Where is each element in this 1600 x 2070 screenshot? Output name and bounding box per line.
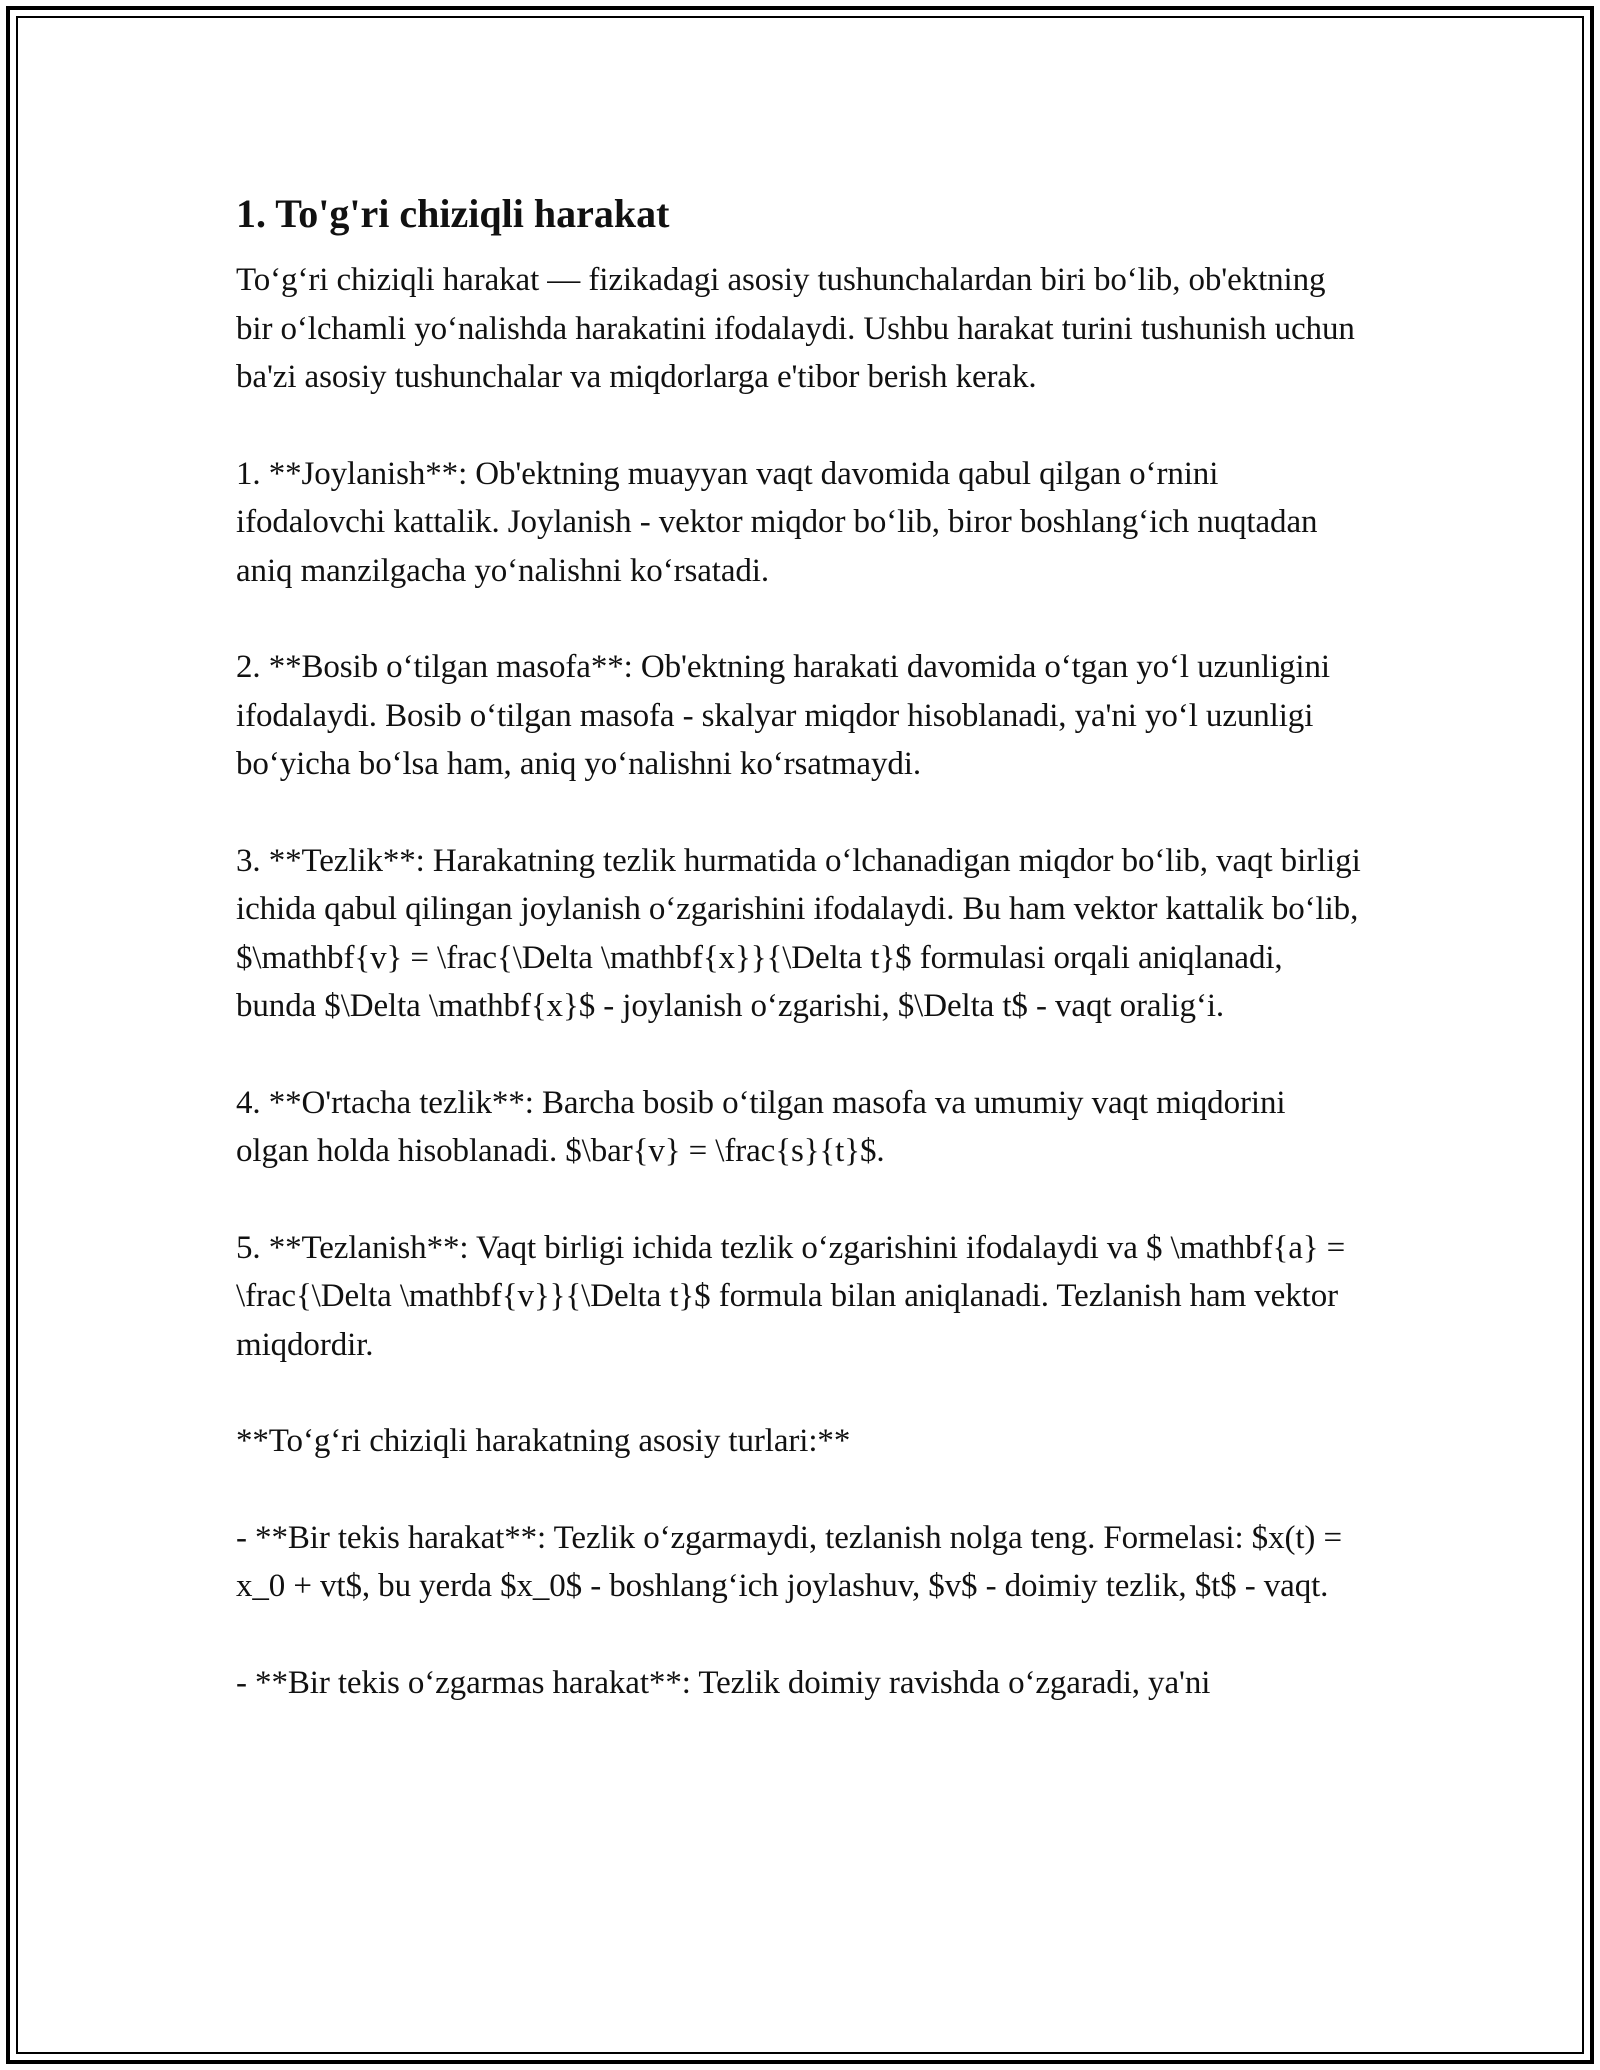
list-item-tezlanish: 5. **Tezlanish**: Vaqt birligi ichida tezlik o‘zgarishini ifodalaydi va $ \mathbf{a} = \frac{\Delta \mathbf{v}}{\Delta t}$ formula bilan aniqlanadi. Tezlanish ham vektor miqdordir. <box>236 1229 1346 1363</box>
section-heading: 1. To'g'ri chiziqli harakat <box>236 191 670 236</box>
bullet-bir-tekis-ozgarmas-harakat: - **Bir tekis o‘zgarmas harakat**: Tezlik doimiy ravishda o‘zgaradi, ya'ni <box>236 1664 1211 1701</box>
list-item-joylanish: 1. **Joylanish**: Ob'ektning muayyan vaqt davomida qabul qilgan o‘rnini ifodalovchi kattalik. Joylanish - vektor miqdor bo‘lib, biror boshlang‘ich nuqtadan aniq manzilgacha yo‘nalishni ko‘rsatadi. <box>236 455 1318 589</box>
document-body <box>236 186 1366 1707</box>
list-item-ortacha-tezlik: 4. **O'rtacha tezlik**: Barcha bosib o‘tilgan masofa va umumiy vaqt miqdorini olgan holda hisoblanadi. $\bar{v} = \frac{s}{t}$. <box>236 1084 1286 1169</box>
list-item-bosib-otilgan-masofa: 2. **Bosib o‘tilgan masofa**: Ob'ektning harakati davomida o‘tgan yo‘l uzunligini ifodalaydi. Bosib o‘tilgan masofa - skalyar miqdor hisoblanadi, ya'ni yo‘l uzunligi bo‘yicha bo‘lsa ham, aniq yo‘nalishni ko‘rsatmaydi. <box>236 649 1330 782</box>
subheading-asosiy-turlari: **To‘g‘ri chiziqli harakatning asosiy turlari:** <box>236 1423 851 1459</box>
bullet-bir-tekis-harakat: - **Bir tekis harakat**: Tezlik o‘zgarmaydi, tezlanish nolga teng. Formelasi: $x(t) = x_0 + vt$, bu yerda $x_0$ - boshlang‘ich joylashuv, $v$ - doimiy tezlik, $t$ - vaqt. <box>236 1519 1342 1604</box>
list-item-tezlik: 3. **Tezlik**: Harakatning tezlik hurmatida o‘lchanadigan miqdor bo‘lib, vaqt birligi ichida qabul qilingan joylanish o‘zgarishini ifodalaydi. Bu ham vektor kattalik bo‘lib, $\mathbf{v} = \frac{\Delta \mathbf{x}}{\Delta t}$ formulasi orqali aniqlanadi, bunda $\Delta \mathbf{x}$ - joylanish o‘zgarishi, $\Delta t$ - vaqt oralig‘i. <box>236 842 1361 1024</box>
intro-paragraph: To‘g‘ri chiziqli harakat — fizikadagi asosiy tushunchalardan biri bo‘lib, ob'ektning bir o‘lchamli yo‘nalishda harakatini ifodalaydi. Ushbu harakat turini tushunish uchun ba'zi asosiy tushunchalar va miqdorlarga e'tibor berish kerak. <box>236 262 1355 395</box>
